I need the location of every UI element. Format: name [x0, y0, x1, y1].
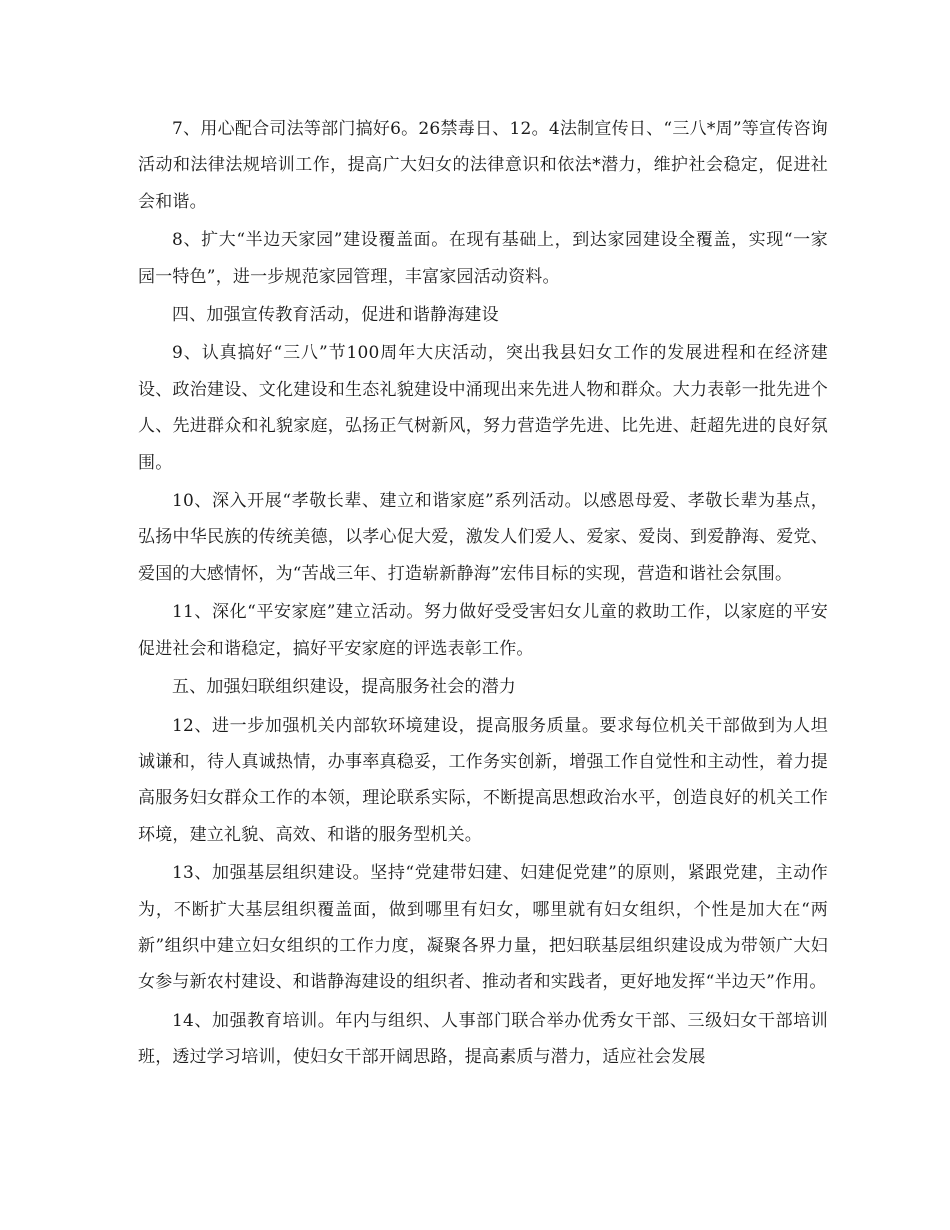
section-heading-4: 四、加强宣传教育活动，促进和谐静海建设 [172, 305, 499, 326]
paragraph-item-13: 13、加强基层组织建设。坚持“党建带妇建、妇建促党建”的原则，紧跟党建，主动作为，不断扩大基层组织覆盖面，做到哪里有妇女，哪里就有妇女组织，个性是加大在“两新”组织中建立妇女组织的工作力度，凝聚各界力量，把妇联基层组织建设成为带领广大妇女参与新农村建设、和谐静海建设的组织者、推动者和实践者，更好地发挥“半边天”作用。 [138, 863, 828, 993]
paragraph-item-14: 14、加强教育培训。年内与组织、人事部门联合举办优秀女干部、三级妇女干部培训班，透过学习培训，使妇女干部开阔思路，提高素质与潜力，适应社会发展 [138, 1010, 828, 1068]
section-heading-5: 五、加强妇联组织建设，提高服务社会的潜力 [172, 677, 516, 698]
paragraph-item-8: 8、扩大“半边天家园”建设覆盖面。在现有基础上，到达家园建设全覆盖，实现“一家园一特色”，进一步规范家园管理，丰富家园活动资料。 [138, 230, 828, 287]
paragraph-item-9: 9、认真搞好“三八”节100周年大庆活动，突出我县妇女工作的发展进程和在经济建设、政治建设、文化建设和生态礼貌建设中涌现出来先进人物和群众。大力表彰一批先进个人、先进群众和礼貌家庭，弘扬正气树新风，努力营造学先进、比先进、赶超先进的良好氛围。 [138, 343, 828, 473]
paragraph-item-12: 12、进一步加强机关内部软环境建设，提高服务质量。要求每位机关干部做到为人坦诚谦和，待人真诚热情，办事率真稳妥，工作务实创新，增强工作自觉性和主动性，着力提高服务妇女群众工作的本领，理论联系实际，不断提高思想政治水平，创造良好的机关工作环境，建立礼貌、高效、和谐的服务型机关。 [138, 715, 828, 845]
document-body [138, 111, 828, 1078]
paragraph-item-10: 10、深入开展“孝敬长辈、建立和谐家庭”系列活动。以感恩母爱、孝敬长辈为基点，弘扬中华民族的传统美德，以孝心促大爱，激发人们爱人、爱家、爱岗、到爱静海、爱党、爱国的大感情怀，为“苦战三年、打造崭新静海”宏伟目标的实现，营造和谐社会氛围。 [138, 491, 828, 584]
paragraph-item-7: 7、用心配合司法等部门搞好6。26禁毒日、12。4法制宣传日、“三八*周”等宣传咨询活动和法律法规培训工作，提高广大妇女的法律意识和依法*潜力，维护社会稳定，促进社会和谐。 [138, 119, 828, 212]
paragraph-item-11: 11、深化“平安家庭”建立活动。努力做好受受害妇女儿童的救助工作，以家庭的平安促进社会和谐稳定，搞好平安家庭的评选表彰工作。 [138, 602, 828, 659]
